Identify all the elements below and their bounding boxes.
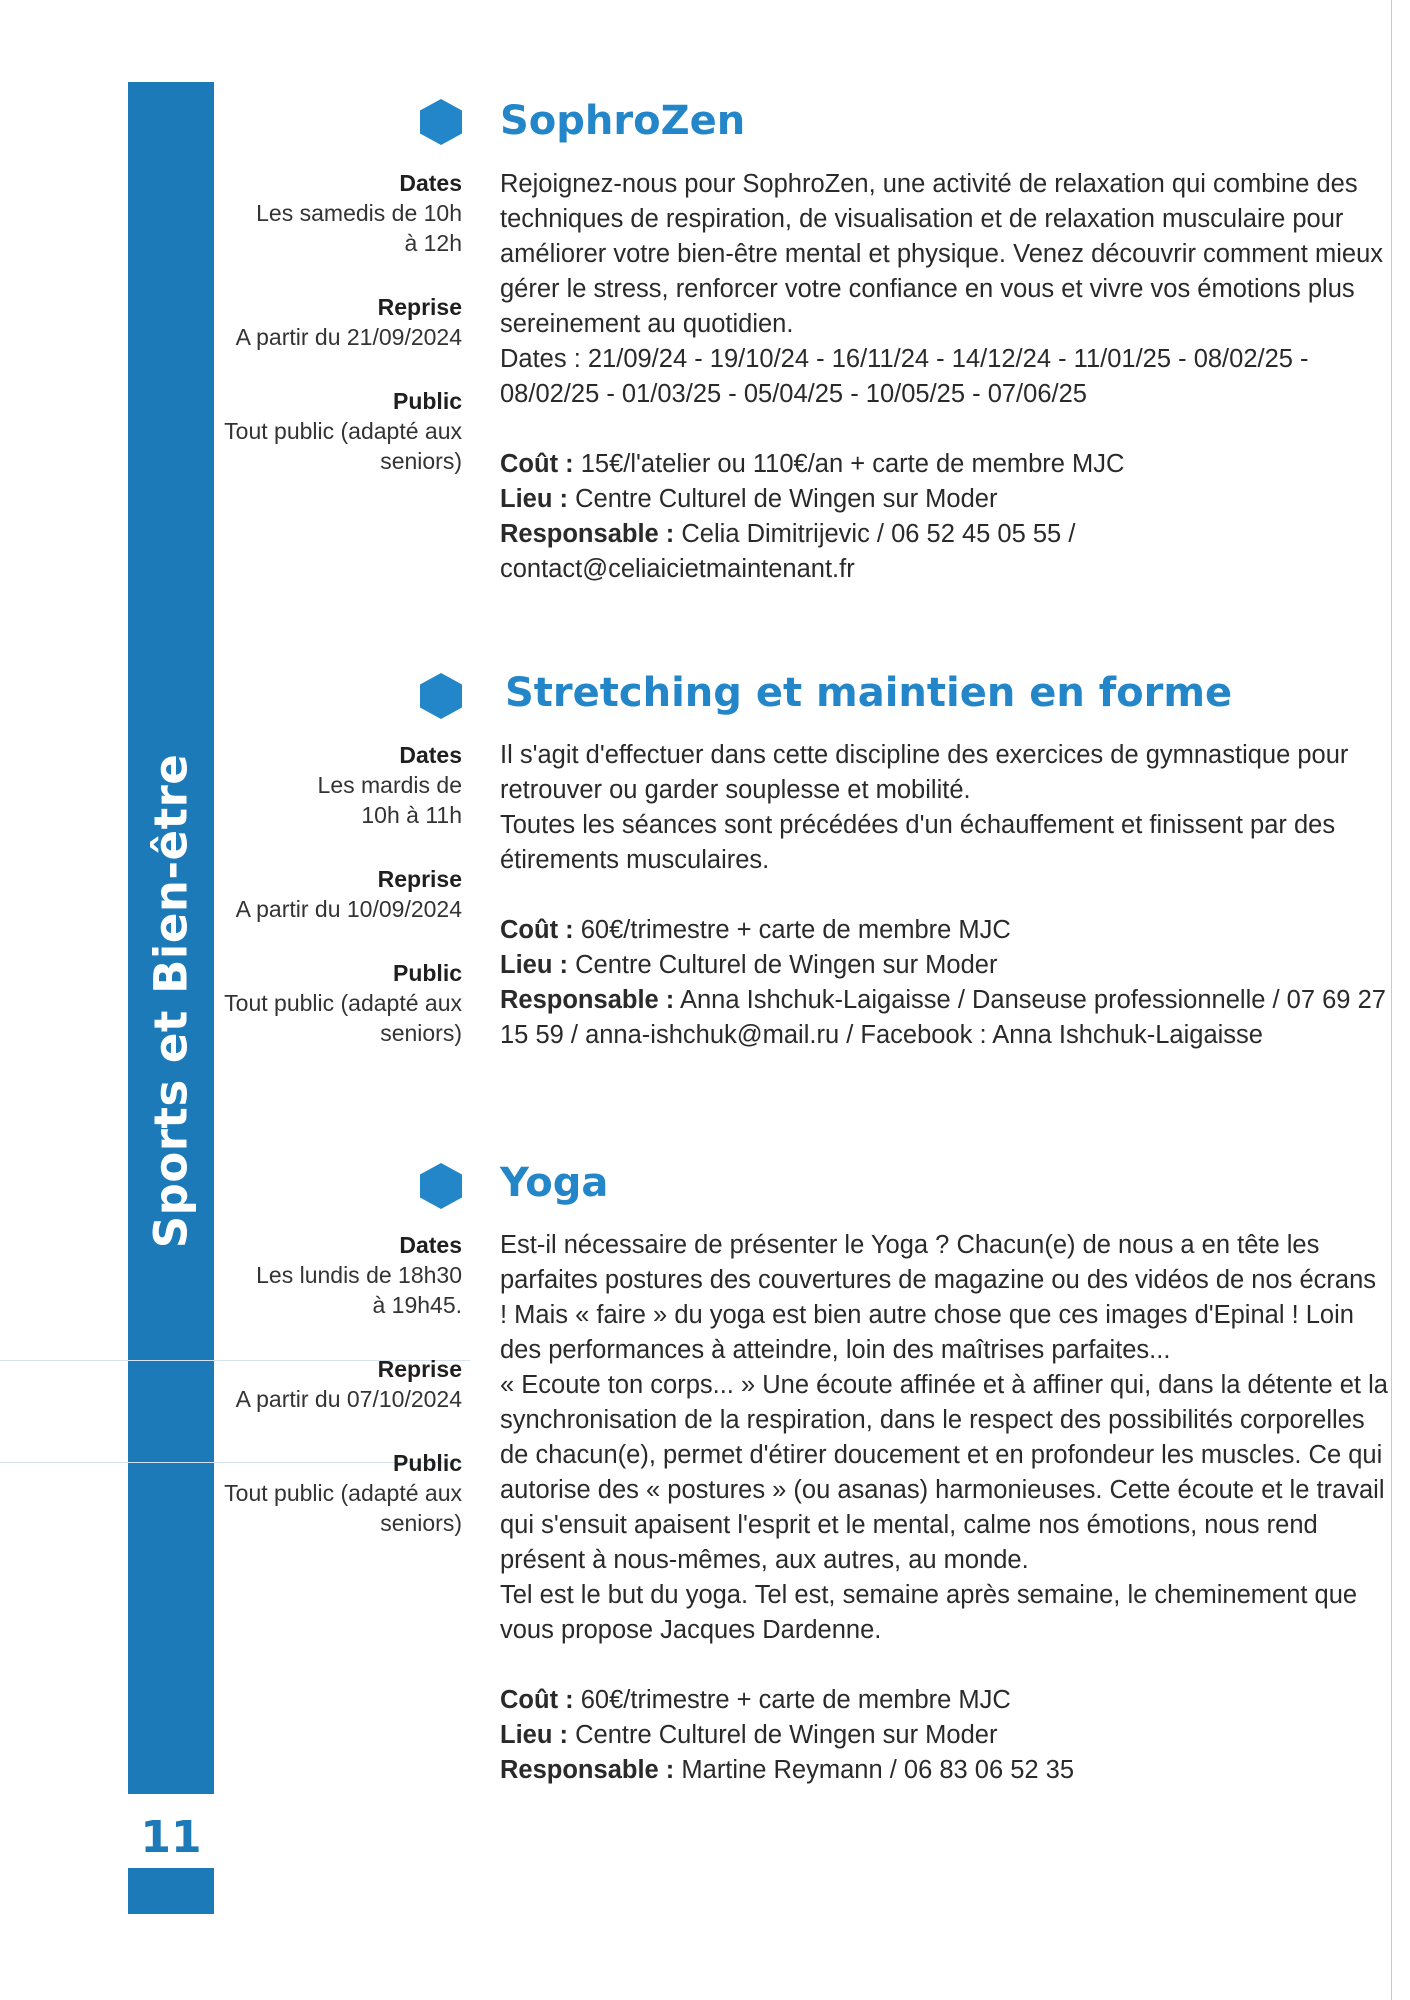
reprise-label: Reprise (377, 866, 462, 892)
dates-value: Les samedis de 10h à 12h (256, 200, 462, 256)
responsable-line (500, 983, 1390, 1053)
responsable-value: Martine Reymann / 06 83 06 52 35 (681, 1756, 1075, 1784)
activity-title: Yoga (500, 1160, 609, 1206)
cout-value: 60€/trimestre + carte de membre MJC (580, 1686, 1011, 1714)
activity-meta (220, 168, 462, 510)
reprise-value: A partir du 10/09/2024 (235, 896, 462, 922)
reprise-label: Reprise (377, 294, 462, 320)
dates-value: Les lundis de 18h30 à 19h45. (256, 1262, 462, 1318)
reprise-label: Reprise (377, 1356, 462, 1382)
description-paragraph: Toutes les séances sont précédées d'un échauffement et finissent par des étirements musculaires. (500, 811, 1336, 874)
description-paragraph: Est-il nécessaire de présenter le Yoga ? Chacun(e) de nous a en tête les parfaites postures des couvertures de magazine ou des vidéos de nos écrans ! Mais « faire » du yoga est bien autre chose que ces images d'Epinal ! Loin des performances à atteindre, loin des maîtrises parfaites... (500, 1231, 1377, 1364)
activity-title: SophroZen (500, 98, 746, 144)
responsable-label: Responsable : (500, 1756, 675, 1784)
public-value: Tout public (adapté aux seniors) (224, 990, 462, 1046)
responsable-value: Anna Ishchuk-Laigaisse / Danseuse professionnelle / 07 69 27 15 59 / anna-ishchuk@mail.ru / Facebook : Anna Ishchuk-Laigaisse (500, 986, 1386, 1049)
responsable-label: Responsable : (500, 986, 675, 1014)
lieu-line (500, 482, 1390, 517)
description-paragraph: Rejoignez-nous pour SophroZen, une activité de relaxation qui combine des techniques de respiration, de visualisation et de relaxation musculaire pour améliorer votre bien-être mental et physique. Venez découvrir comment mieux gérer le stress, renforcer votre confiance en vous et vivre vos émotions plus sereinement au quotidien. (500, 170, 1383, 338)
dates-label: Dates (399, 742, 462, 768)
reprise-value: A partir du 21/09/2024 (235, 324, 462, 350)
lieu-line (500, 1718, 1390, 1753)
section-title: Sports et Bien-être (144, 753, 198, 1249)
dates-label: Dates (399, 1232, 462, 1258)
cout-line (500, 447, 1390, 482)
description-paragraph: Il s'agit d'effectuer dans cette discipline des exercices de gymnastique pour retrouver ou garder souplesse et mobilité. (500, 741, 1349, 804)
public-label: Public (392, 388, 462, 414)
public-value: Tout public (adapté aux seniors) (224, 418, 462, 474)
dates-label: Dates (399, 170, 462, 196)
description-paragraph: « Ecoute ton corps... » Une écoute affinée et à affiner qui, dans la détente et la synchronisation de la respiration, dans le respect des possibilités corporelles de chacun(e), permet d'étirer doucement et en profondeur les muscles. Ce qui autorise des « postures » (ou asanas) harmonieuses. Cette écoute et le travail qui s'ensuit apaisent l'esprit et le mental, calme nos émotions, nous rend présent à nous-mêmes, aux autres, au monde. (500, 1371, 1388, 1574)
lieu-value: Centre Culturel de Wingen sur Moder (575, 485, 998, 513)
dates-value: Les mardis de 10h à 11h (317, 772, 462, 828)
lieu-label: Lieu : (500, 951, 568, 979)
page-number: 11 (140, 1812, 202, 1863)
public-label: Public (392, 960, 462, 986)
hexagon-icon (418, 98, 464, 146)
lieu-label: Lieu : (500, 485, 568, 513)
page-tab (128, 1868, 214, 1914)
public-label: Public (392, 1450, 462, 1476)
responsable-line (500, 517, 1120, 587)
description-paragraph: Dates : 21/09/24 - 19/10/24 - 16/11/24 - 14/12/24 - 11/01/25 - 08/02/25 - 08/02/25 - 01/03/25 - 05/04/25 - 10/05/25 - 07/06/25 (500, 345, 1309, 408)
cout-label: Coût : (500, 916, 574, 944)
cout-label: Coût : (500, 450, 574, 478)
public-value: Tout public (adapté aux seniors) (224, 1480, 462, 1536)
lieu-label: Lieu : (500, 1721, 568, 1749)
description-paragraph: Tel est le but du yoga. Tel est, semaine après semaine, le cheminement que vous propose Jacques Dardenne. (500, 1581, 1358, 1644)
cout-line (500, 1683, 1390, 1718)
cout-label: Coût : (500, 1686, 574, 1714)
activity-info (500, 447, 1390, 587)
responsable-line (500, 1753, 1390, 1788)
responsable-label: Responsable : (500, 520, 675, 548)
cout-value: 60€/trimestre + carte de membre MJC (580, 916, 1011, 944)
lieu-line (500, 948, 1390, 983)
activity-description (500, 1228, 1390, 1788)
hexagon-icon (418, 1162, 464, 1210)
activity-info (500, 1683, 1390, 1788)
lieu-value: Centre Culturel de Wingen sur Moder (575, 951, 998, 979)
lieu-value: Centre Culturel de Wingen sur Moder (575, 1721, 998, 1749)
reprise-value: A partir du 07/10/2024 (235, 1386, 462, 1412)
cout-line (500, 913, 1390, 948)
activity-description (500, 738, 1390, 1053)
activity-description (500, 167, 1390, 587)
cout-value: 15€/l'atelier ou 110€/an + carte de membre MJC (580, 450, 1125, 478)
activity-title: Stretching et maintien en forme (505, 670, 1233, 716)
activity-info (500, 913, 1390, 1053)
hexagon-icon (418, 672, 464, 720)
responsable-value: Celia Dimitrijevic / 06 52 45 05 55 / contact@celiaicietmaintenant.fr (500, 520, 1076, 583)
page-edge-rule (1391, 0, 1392, 2000)
activity-meta (220, 1230, 462, 1572)
activity-meta (220, 740, 462, 1082)
